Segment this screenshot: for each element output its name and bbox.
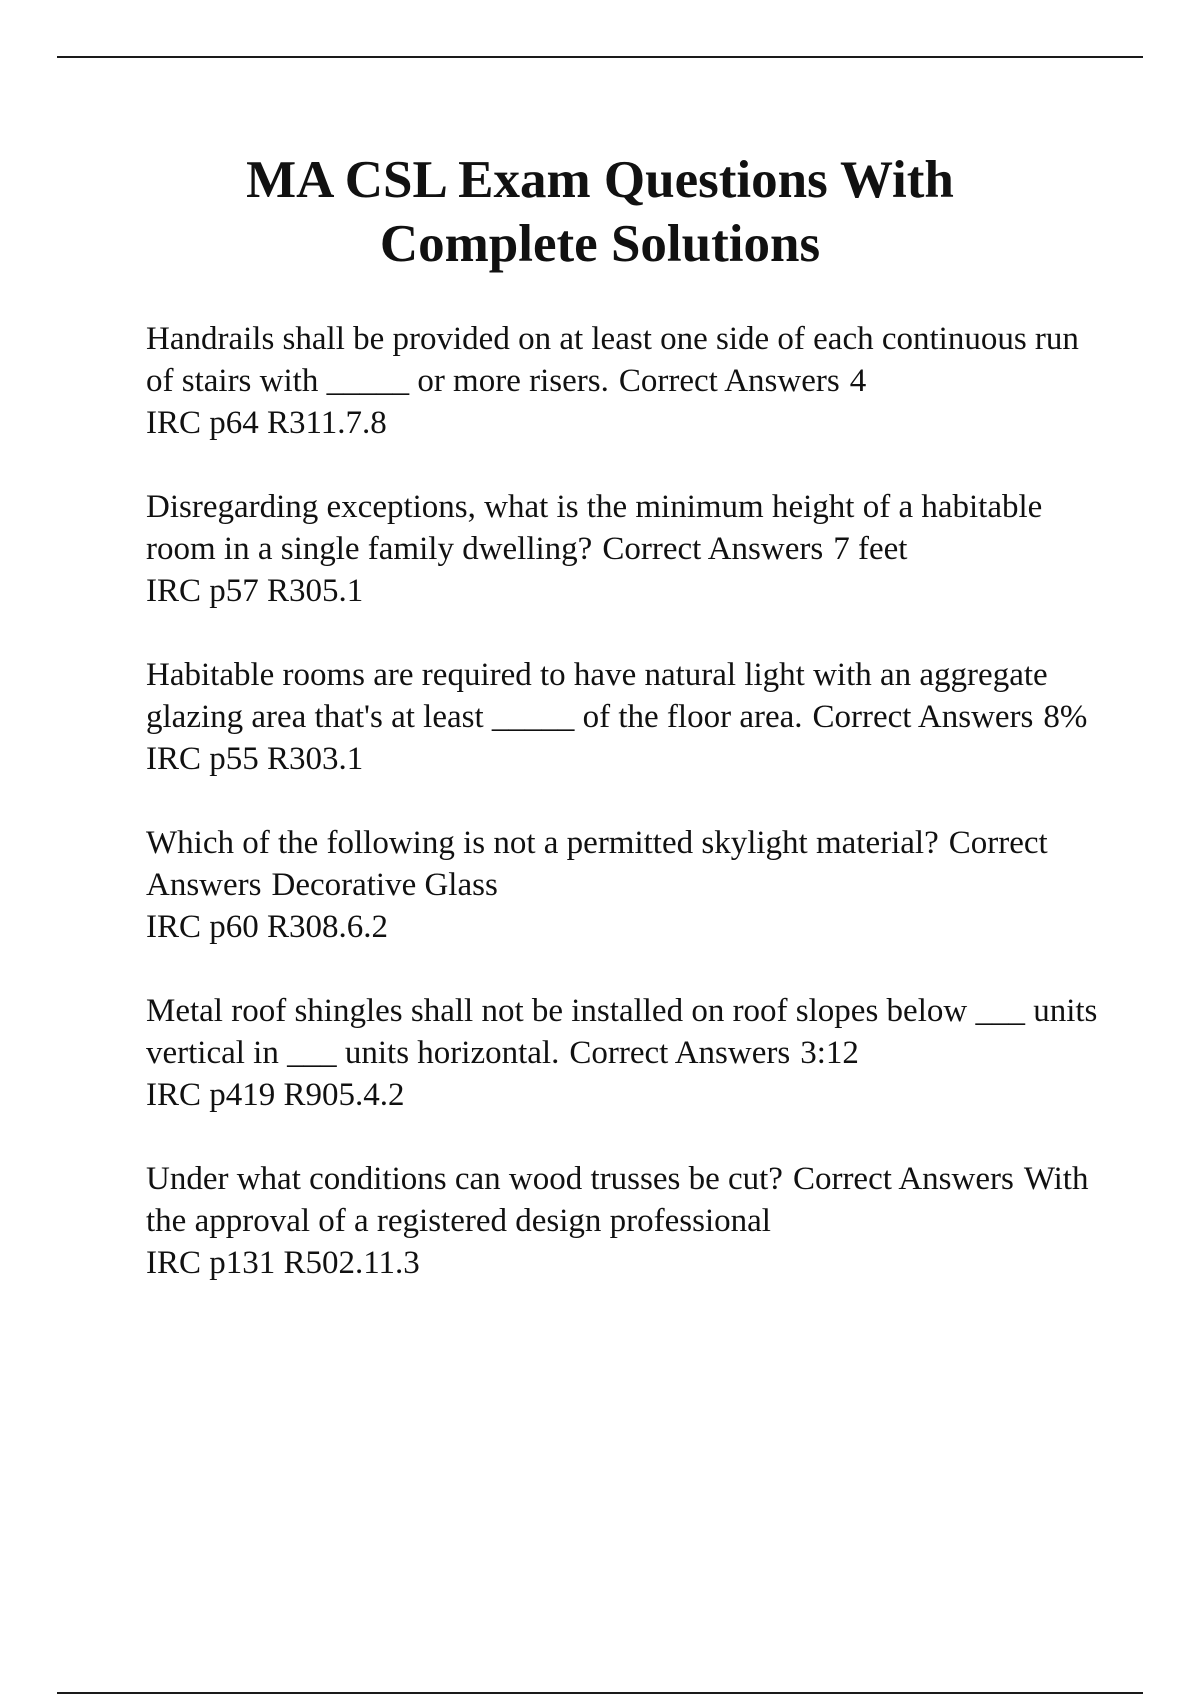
- question-reference: IRC p57 R305.1: [146, 573, 364, 609]
- question-text: Disregarding exceptions, what is the minimum height of a habitable room in a single family dwelling?: [146, 489, 1043, 567]
- top-divider: [57, 56, 1143, 58]
- answer-label: Correct Answers: [569, 1035, 791, 1071]
- question-reference: IRC p60 R308.6.2: [146, 909, 389, 945]
- question-body: [146, 822, 1106, 906]
- question-body: [146, 1158, 1106, 1242]
- answer-text: 7 feet: [833, 531, 908, 567]
- answer-text: 3:12: [800, 1035, 859, 1071]
- answer-text: Decorative Glass: [271, 867, 498, 903]
- question-text: Under what conditions can wood trusses be cut?: [146, 1161, 783, 1197]
- question-text: Which of the following is not a permitted skylight material?: [146, 825, 939, 861]
- question-body: [146, 654, 1106, 738]
- question-item: [146, 1158, 1106, 1284]
- question-reference: IRC p131 R502.11.3: [146, 1245, 420, 1281]
- question-text: Handrails shall be provided on at least one side of each continuous run of stairs with _____ or more risers.: [146, 321, 1079, 399]
- page-title: [0, 148, 1200, 276]
- question-text: Habitable rooms are required to have natural light with an aggregate glazing area that's at least _____ of the floor area.: [146, 657, 1048, 735]
- answer-label: Correct Answers: [146, 825, 1048, 903]
- question-reference: IRC p419 R905.4.2: [146, 1077, 405, 1113]
- answer-label: Correct Answers: [812, 699, 1034, 735]
- answer-text: 4: [849, 363, 867, 399]
- question-item: [146, 654, 1106, 780]
- answer-label: Correct Answers: [792, 1161, 1014, 1197]
- answer-text: 8%: [1043, 699, 1088, 735]
- bottom-divider: [57, 1692, 1143, 1694]
- answer-label: Correct Answers: [602, 531, 824, 567]
- question-item: [146, 822, 1106, 948]
- question-text: Metal roof shingles shall not be installed on roof slopes below ___ units vertical in ___ units horizontal.: [146, 993, 1098, 1071]
- question-reference: IRC p64 R311.7.8: [146, 405, 387, 441]
- question-item: [146, 318, 1106, 444]
- page-title-line-1: MA CSL Exam Questions With: [246, 151, 954, 209]
- question-body: [146, 990, 1106, 1074]
- question-list: [146, 318, 1106, 1326]
- question-reference: IRC p55 R303.1: [146, 741, 364, 777]
- page-title-line-2: Complete Solutions: [379, 215, 821, 273]
- question-item: [146, 486, 1106, 612]
- question-body: [146, 486, 1106, 570]
- answer-text: With the approval of a registered design professional: [146, 1161, 1089, 1239]
- question-body: [146, 318, 1106, 402]
- answer-label: Correct Answers: [618, 363, 840, 399]
- question-item: [146, 990, 1106, 1116]
